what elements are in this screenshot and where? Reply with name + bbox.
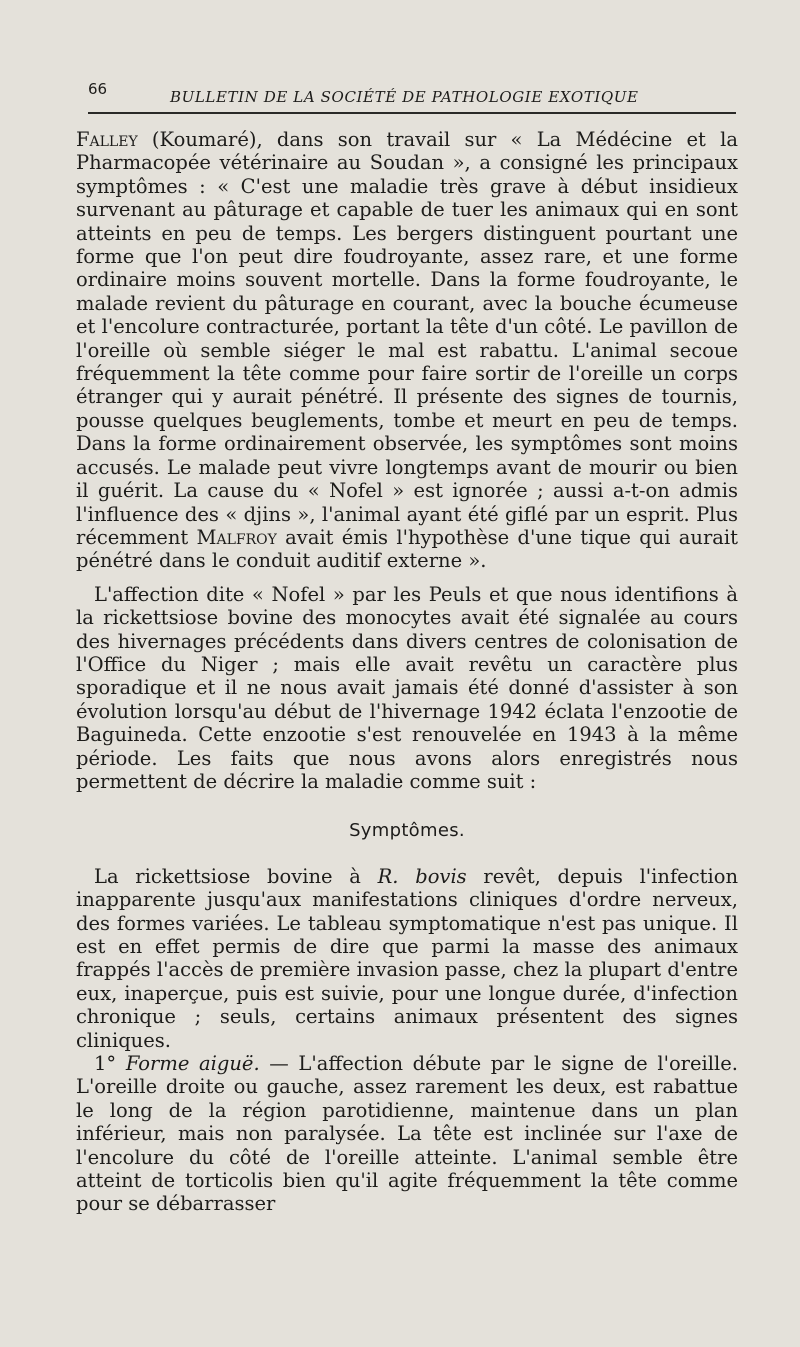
- author-name: Falley: [76, 128, 138, 151]
- paragraph-3-after: revêt, depuis l'infection inapparente jusqu'aux manifestations cliniques d'ordre nerveux, des formes variées. Le tableau symptomatique n'est pas unique. Il est en effet permis de dire que parmi la masse des animaux frappés l'accès de première invasion passe, chez la plupart d'entre eux, inaperçue, puis est suivie, pour une longue durée, d'infection chronique ; seuls, certains animaux présentent des signes cliniques.: [76, 864, 739, 1052]
- paragraph-1-text-end: avait émis l'hypothèse d'une tique qui aurait pénétré dans le conduit auditif externe ».: [76, 525, 738, 573]
- species-name: R. bovis: [377, 864, 467, 888]
- item-label: Forme aiguë.: [125, 1052, 260, 1076]
- paragraph-1: [76, 128, 738, 573]
- running-title: BULLETIN DE LA SOCIÉTÉ DE PATHOLOGIE EXOTIQUE: [170, 88, 639, 106]
- paragraph-1-text: (Koumaré), dans son travail sur « La Médécine et la Pharmacopée vétérinaire au Soudan », a consigné les principaux symptômes : « C'est une maladie très grave à début insidieux survenant au pâturage et capable de tuer les animaux qui en sont atteints en peu de temps. Les bergers distinguent pourtant une forme que l'on peut dire foudroyante, assez rare, et une forme ordinaire moins souvent mortelle. Dans la forme foudroyante, le malade revient du pâturage en courant, avec la bouche écumeuse et l'encolure contracturée, portant la tête d'un côté. Le pavillon de l'oreille où semble siéger le mal est rabattu. L'animal secoue fréquemment la tête comme pour faire sortir de l'oreille un corps étranger qui y aurait pénétré. Il présente des signes de tournis, pousse quelques beuglements, tombe et meurt en peu de temps. Dans la forme ordinairement observée, les symptômes sont moins accusés. Le malade peut vivre longtemps avant de mourir ou bien il guérit. La cause du « Nofel » est ignorée ; aussi a-t-on admis l'influence des « djins », l'animal ayant été giflé par un esprit. Plus récemment: [76, 128, 738, 549]
- author-name-2: Malfroy: [196, 525, 277, 549]
- page-number: 66: [88, 80, 108, 98]
- page-header: [88, 80, 738, 110]
- section-title: Symptômes.: [349, 820, 465, 842]
- item-number: 1°: [94, 1052, 117, 1076]
- header-rule: [88, 112, 736, 114]
- body-text: [76, 128, 738, 1216]
- paragraph-2: L'affection dite « Nofel » par les Peuls et que nous identifions à la rickettsiose bovine des monocytes avait été signalée au cours des hivernages précédents dans divers centres de colonisation de l'Office du Niger ; mais elle avait revêtu un caractère plus sporadique et il ne nous avait jamais été donné d'assister à son évolution lorsqu'au début de l'hivernage 1942 éclata l'enzootie de Baguineda. Cette enzootie s'est renouvelée en 1943 à la même période. Les faits que nous avons alors enregistrés nous permettent de décrire la maladie comme suit :: [76, 582, 738, 793]
- paragraph-3: [76, 865, 738, 1052]
- paragraph-4: [76, 1052, 738, 1216]
- paragraph-3-before: La rickettsiose bovine à: [94, 864, 378, 888]
- paragraph-4-text: — L'affection débute par le signe de l'oreille. L'oreille droite ou gauche, assez rarement les deux, est rabattue le long de la région parotidienne, maintenue dans un plan inférieur, mais non paralysée. La tête est inclinée sur l'axe de l'encolure du côté de l'oreille atteinte. L'animal semble être atteint de torticolis bien qu'il agite fréquemment la tête comme pour se débarrasser: [76, 1052, 738, 1216]
